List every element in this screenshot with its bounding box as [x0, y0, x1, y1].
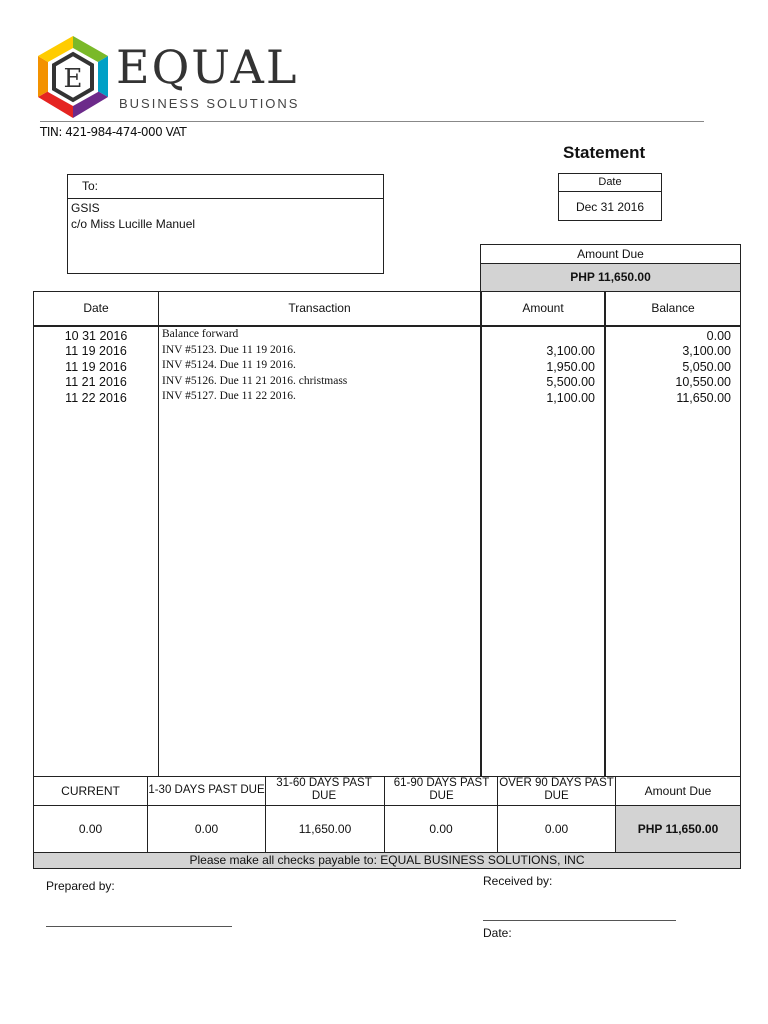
col-header-amount: Amount — [522, 301, 564, 315]
aging-value-amount-due: PHP 11,650.00 — [637, 822, 719, 836]
col-header-balance: Balance — [651, 301, 695, 315]
col-header-date: Date — [83, 301, 109, 315]
aging-header-current: CURRENT — [61, 784, 120, 798]
payable-note-bar — [33, 852, 741, 869]
company-name: EQUAL — [116, 40, 299, 94]
aging-value-61-90: 0.00 — [429, 822, 453, 836]
company-tin: TIN: 421-984-474-000 VAT — [40, 125, 187, 139]
prepared-by-label: Prepared by: — [46, 879, 115, 893]
recipient-care-of: c/o Miss Lucille Manuel — [71, 217, 196, 231]
row-amount: 5,500.00 — [546, 375, 595, 389]
date-box — [558, 173, 662, 221]
row-date: 11 22 2016 — [65, 391, 127, 405]
row-balance: 5,050.00 — [682, 360, 731, 374]
recipient-name: GSIS — [71, 201, 100, 215]
aging-value-over-90: 0.00 — [544, 822, 569, 836]
received-by-label: Received by: — [483, 874, 553, 888]
aging-value-31-60: 11,650.00 — [298, 822, 352, 836]
received-date-label: Date: — [483, 926, 512, 940]
aging-header-1-30: 1-30 DAYS PAST DUE — [148, 784, 265, 796]
hexagon-e-logo-icon — [37, 36, 109, 118]
row-transaction: INV #5124. Due 11 19 2016. — [162, 359, 296, 371]
row-transaction: Balance forward — [162, 328, 239, 340]
row-transaction: INV #5127. Due 11 22 2016. — [162, 390, 296, 402]
row-balance: 3,100.00 — [682, 344, 731, 358]
row-balance: 11,650.00 — [676, 391, 731, 405]
row-transaction: INV #5123. Due 11 19 2016. — [162, 344, 296, 356]
aging-header-over-90: OVER 90 DAYS PAST DUE — [499, 777, 614, 802]
row-date: 10 31 2016 — [64, 329, 128, 343]
transaction-table — [33, 291, 741, 777]
row-amount: 3,100.00 — [546, 344, 595, 358]
row-amount: 1,100.00 — [546, 391, 595, 405]
amount-due-label: Amount Due — [577, 247, 644, 261]
row-date: 11 21 2016 — [65, 375, 127, 389]
statement-title: Statement — [563, 143, 646, 162]
amount-due-value: PHP 11,650.00 — [570, 270, 651, 284]
row-balance: 0.00 — [706, 329, 731, 343]
payable-note: Please make all checks payable to: EQUAL BUSINESS SOLUTIONS, INC — [189, 853, 585, 867]
to-label: To: — [82, 179, 99, 193]
row-transaction: INV #5126. Due 11 21 2016. christmass — [162, 375, 348, 387]
prepared-by-signature-line — [46, 926, 232, 927]
aging-table — [33, 776, 741, 853]
row-date: 11 19 2016 — [65, 360, 127, 374]
svg-text:E: E — [63, 64, 83, 94]
header-divider — [40, 121, 704, 122]
company-tagline: BUSINESS SOLUTIONS — [119, 96, 300, 111]
aging-header-31-60: 31-60 DAYS PAST DUE — [276, 777, 372, 802]
amount-due-box — [480, 244, 741, 292]
aging-value-current: 0.00 — [78, 822, 103, 836]
col-header-transaction: Transaction — [288, 301, 351, 315]
row-amount: 1,950.00 — [546, 360, 595, 374]
aging-value-1-30: 0.00 — [194, 822, 219, 836]
statement-date: Dec 31 2016 — [575, 200, 645, 214]
row-date: 11 19 2016 — [65, 344, 127, 358]
to-box — [67, 174, 384, 274]
aging-header-amount-due: Amount Due — [644, 784, 712, 798]
date-label: Date — [598, 176, 622, 188]
row-balance: 10,550.00 — [675, 375, 731, 389]
received-by-signature-line — [483, 920, 676, 921]
aging-header-61-90: 61-90 DAYS PAST DUE — [393, 777, 490, 802]
